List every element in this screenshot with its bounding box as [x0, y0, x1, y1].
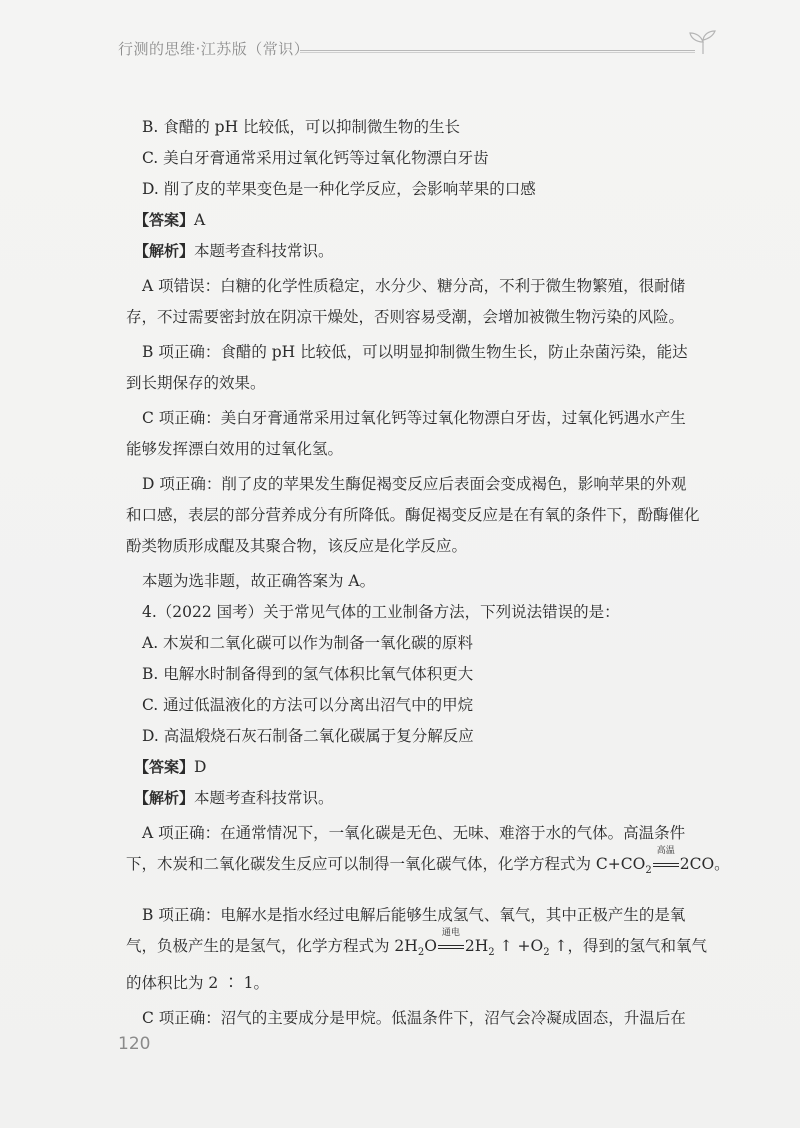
- explanation-a-line2: 存，不过需要密封放在阴凉干燥处，否则容易受潮，会增加被微生物污染的风险。: [126, 308, 685, 326]
- conclusion-line: 本题为选非题，故正确答案为 A。: [142, 572, 376, 590]
- question-4-option-c: C. 通过低温液化的方法可以分离出沼气中的甲烷: [142, 696, 474, 714]
- analysis-tag-2: 【解析】: [134, 789, 195, 807]
- analysis-line-2: [134, 783, 712, 814]
- explanation-d-line1: D 项正确：削了皮的苹果发生酶促褐变反应后表面会变成褐色，影响苹果的外观: [142, 475, 687, 493]
- question-4-stem: 4.（2022 国考）关于常见气体的工业制备方法，下列说法错误的是：: [142, 603, 620, 621]
- answer-line: [134, 205, 712, 236]
- o2-subscript: 2: [543, 947, 550, 959]
- option-b-line: B. 食醋的 pH 比较低，可以抑制微生物的生长: [142, 118, 461, 136]
- explanation-d-line3: 酚类物质形成醌及其聚合物，该反应是化学反应。: [126, 537, 468, 555]
- page-number: 120: [118, 1034, 151, 1054]
- answer-tag: 【答案】: [134, 211, 195, 229]
- explanation-d-line2: 和口感，表层的部分营养成分有所降低。酶促褐变反应是在有氧的条件下，酚酶催化: [126, 506, 700, 524]
- equation-co-prefix: 下，木炭和二氧化碳发生反应可以制得一氧化碳气体，化学方程式为 C+CO: [126, 855, 646, 873]
- equation-co-product: 2CO。: [679, 855, 730, 873]
- book-title: 行测的思维·江苏版（常识）: [118, 40, 310, 58]
- o2-product: ↑ +O: [494, 937, 544, 956]
- analysis-text: 本题考查科技常识。: [194, 242, 334, 260]
- q4-explanation-a-line2: [126, 846, 730, 886]
- header-rule-lower: [300, 52, 695, 53]
- leaf-sprout-icon: [686, 30, 720, 56]
- reaction-condition-electricity: [437, 928, 465, 962]
- answer-value: A: [194, 211, 206, 229]
- condition-label: 高温: [656, 846, 675, 856]
- answer-value-2: D: [194, 758, 207, 776]
- equation-h2o-suffix: ↑，得到的氢气和氧气: [549, 937, 708, 956]
- explanation-b-line2: 到长期保存的效果。: [126, 374, 266, 392]
- analysis-text-2: 本题考查科技常识。: [194, 789, 334, 807]
- condition-label-2: 通电: [441, 928, 460, 939]
- answer-line-2: [134, 752, 712, 783]
- h2o-oxygen: O: [424, 937, 437, 956]
- question-4-option-b: B. 电解水时制备得到的氢气体积比氧气体积更大: [142, 665, 474, 683]
- q4-explanation-b-line1: B 项正确：电解水是指水经过电解后能够生成氢气、氧气，其中正极产生的是氧: [142, 906, 686, 925]
- explanation-c-line1: C 项正确：美白牙膏通常采用过氧化钙等过氧化物漂白牙齿，过氧化钙遇水产生: [142, 409, 686, 427]
- q4-explanation-b-line3: 的体积比为 2 ∶ 1。: [126, 974, 270, 993]
- page-body: [126, 112, 730, 1034]
- header-rule: [300, 50, 695, 51]
- equation-h2o-prefix: 气，负极产生的是氢气，化学方程式为 2H: [126, 937, 418, 956]
- explanation-a-line1: A 项错误：白糖的化学性质稳定，水分少、糖分高，不利于微生物繁殖，很耐储: [142, 277, 686, 295]
- h2-subscript: 2: [488, 947, 495, 959]
- analysis-tag: 【解析】: [134, 242, 195, 260]
- question-4-option-d: D. 高温煅烧石灰石制备二氧化碳属于复分解反应: [142, 727, 474, 745]
- answer-tag-2: 【答案】: [134, 758, 195, 776]
- option-c-line: C. 美白牙膏通常采用过氧化钙等过氧化物漂白牙齿: [142, 149, 489, 167]
- q4-explanation-c-line1: C 项正确：沼气的主要成分是甲烷。低温条件下，沼气会冷凝成固态，升温后在: [142, 1009, 686, 1028]
- h2o-subscript: 2: [417, 947, 425, 959]
- h2-product: 2H: [464, 937, 489, 956]
- option-d-line: D. 削了皮的苹果变色是一种化学反应，会影响苹果的口感: [142, 180, 536, 198]
- q4-explanation-b-line2: [126, 928, 712, 968]
- running-header: [118, 38, 718, 68]
- q4-explanation-a-line1: A 项正确：在通常情况下，一氧化碳是无色、无味、难溶于水的气体。高温条件: [142, 824, 686, 842]
- question-4-option-a: A. 木炭和二氧化碳可以作为制备一氧化碳的原料: [142, 634, 474, 652]
- explanation-c-line2: 能够发挥漂白效用的过氧化氢。: [126, 440, 344, 458]
- equation-co2-subscript: 2: [645, 865, 652, 877]
- reaction-condition-high-temp: [652, 846, 680, 880]
- explanation-b-line1: B 项正确：食醋的 pH 比较低，可以明显抑制微生物生长，防止杂菌污染，能达: [142, 343, 688, 361]
- analysis-line: [134, 236, 712, 267]
